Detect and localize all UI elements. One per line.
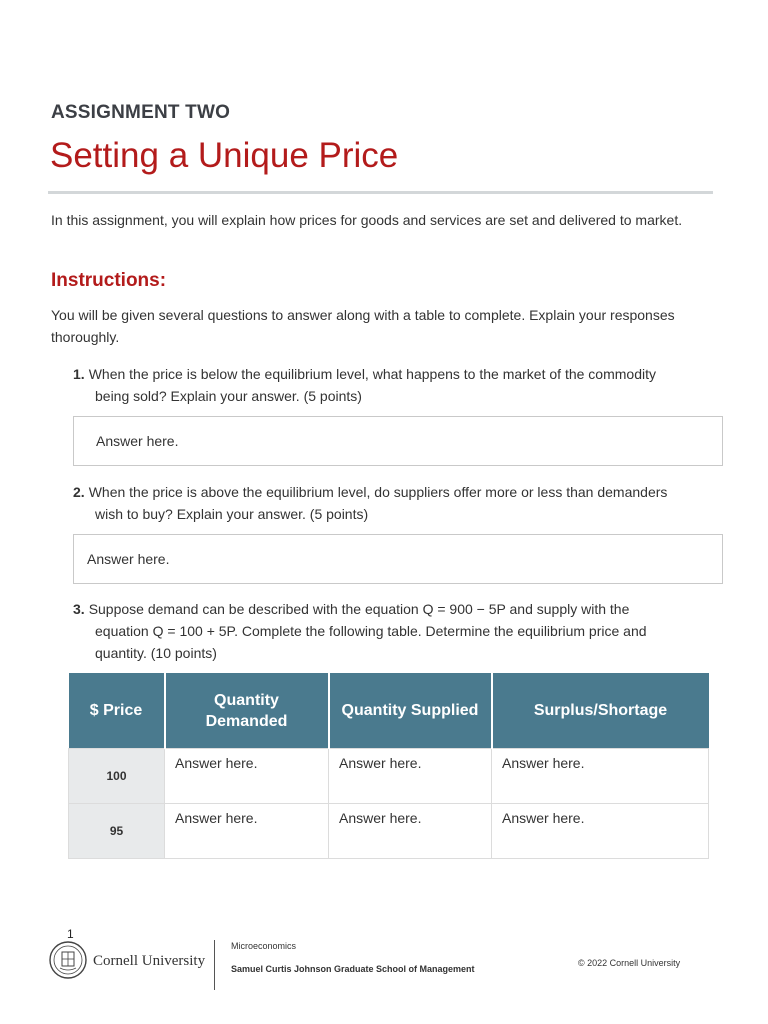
question-2 [73, 481, 723, 525]
quantity-demanded-cell[interactable]: Answer here. [165, 804, 329, 859]
question-number: 2. [73, 484, 85, 500]
intro-paragraph: In this assignment, you will explain how prices for goods and services are set and delivered to market. [51, 212, 683, 228]
table-row [69, 804, 709, 859]
question-text: Suppose demand can be described with the equation Q = 900 − 5P and supply with the [88, 601, 630, 617]
column-header-price: $ Price [69, 673, 165, 749]
surplus-shortage-cell[interactable]: Answer here. [492, 804, 709, 859]
cornell-seal-icon [48, 940, 88, 980]
column-header-quantity-demanded: Quantity Demanded [165, 673, 329, 749]
copyright-text: © 2022 Cornell University [578, 958, 681, 968]
page-number: 1 [67, 927, 74, 941]
question-text-continued: being sold? Explain your answer. (5 points) [95, 388, 362, 404]
question-number: 1. [73, 366, 85, 382]
table-header-row [69, 673, 709, 749]
assignment-label: ASSIGNMENT TWO [51, 102, 231, 123]
question-text-continued: quantity. (10 points) [95, 645, 217, 661]
answer-field-1[interactable]: Answer here. [73, 416, 723, 466]
course-name: Microeconomics [231, 941, 297, 951]
instructions-heading: Instructions: [51, 270, 167, 291]
question-number: 3. [73, 601, 85, 617]
quantity-demanded-cell[interactable]: Answer here. [165, 749, 329, 804]
question-text: When the price is below the equilibrium level, what happens to the market of the commodity [88, 366, 656, 382]
price-cell: 100 [69, 749, 165, 804]
school-name: Samuel Curtis Johnson Graduate School of Management [231, 964, 475, 974]
question-text-continued: wish to buy? Explain your answer. (5 points) [95, 506, 369, 522]
question-1 [73, 363, 723, 407]
surplus-shortage-cell[interactable]: Answer here. [492, 749, 709, 804]
page-title: Setting a Unique Price [50, 136, 399, 175]
table-row [69, 749, 709, 804]
question-3 [73, 598, 723, 664]
question-text-continued: equation Q = 100 + 5P. Complete the following table. Determine the equilibrium price and [95, 623, 647, 639]
quantity-supplied-cell[interactable]: Answer here. [329, 749, 492, 804]
instructions-text: You will be given several questions to answer along with a table to complete. Explain your responses thoroughly. [51, 307, 675, 345]
column-header-quantity-supplied: Quantity Supplied [329, 673, 492, 749]
column-header-surplus-shortage: Surplus/Shortage [492, 673, 709, 749]
quantity-supplied-cell[interactable]: Answer here. [329, 804, 492, 859]
price-table [68, 673, 709, 859]
price-cell: 95 [69, 804, 165, 859]
footer-divider [214, 940, 215, 990]
title-divider [48, 191, 713, 194]
question-text: When the price is above the equilibrium level, do suppliers offer more or less than demanders [88, 484, 668, 500]
university-wordmark: Cornell University [93, 953, 206, 969]
answer-field-2[interactable]: Answer here. [73, 534, 723, 584]
